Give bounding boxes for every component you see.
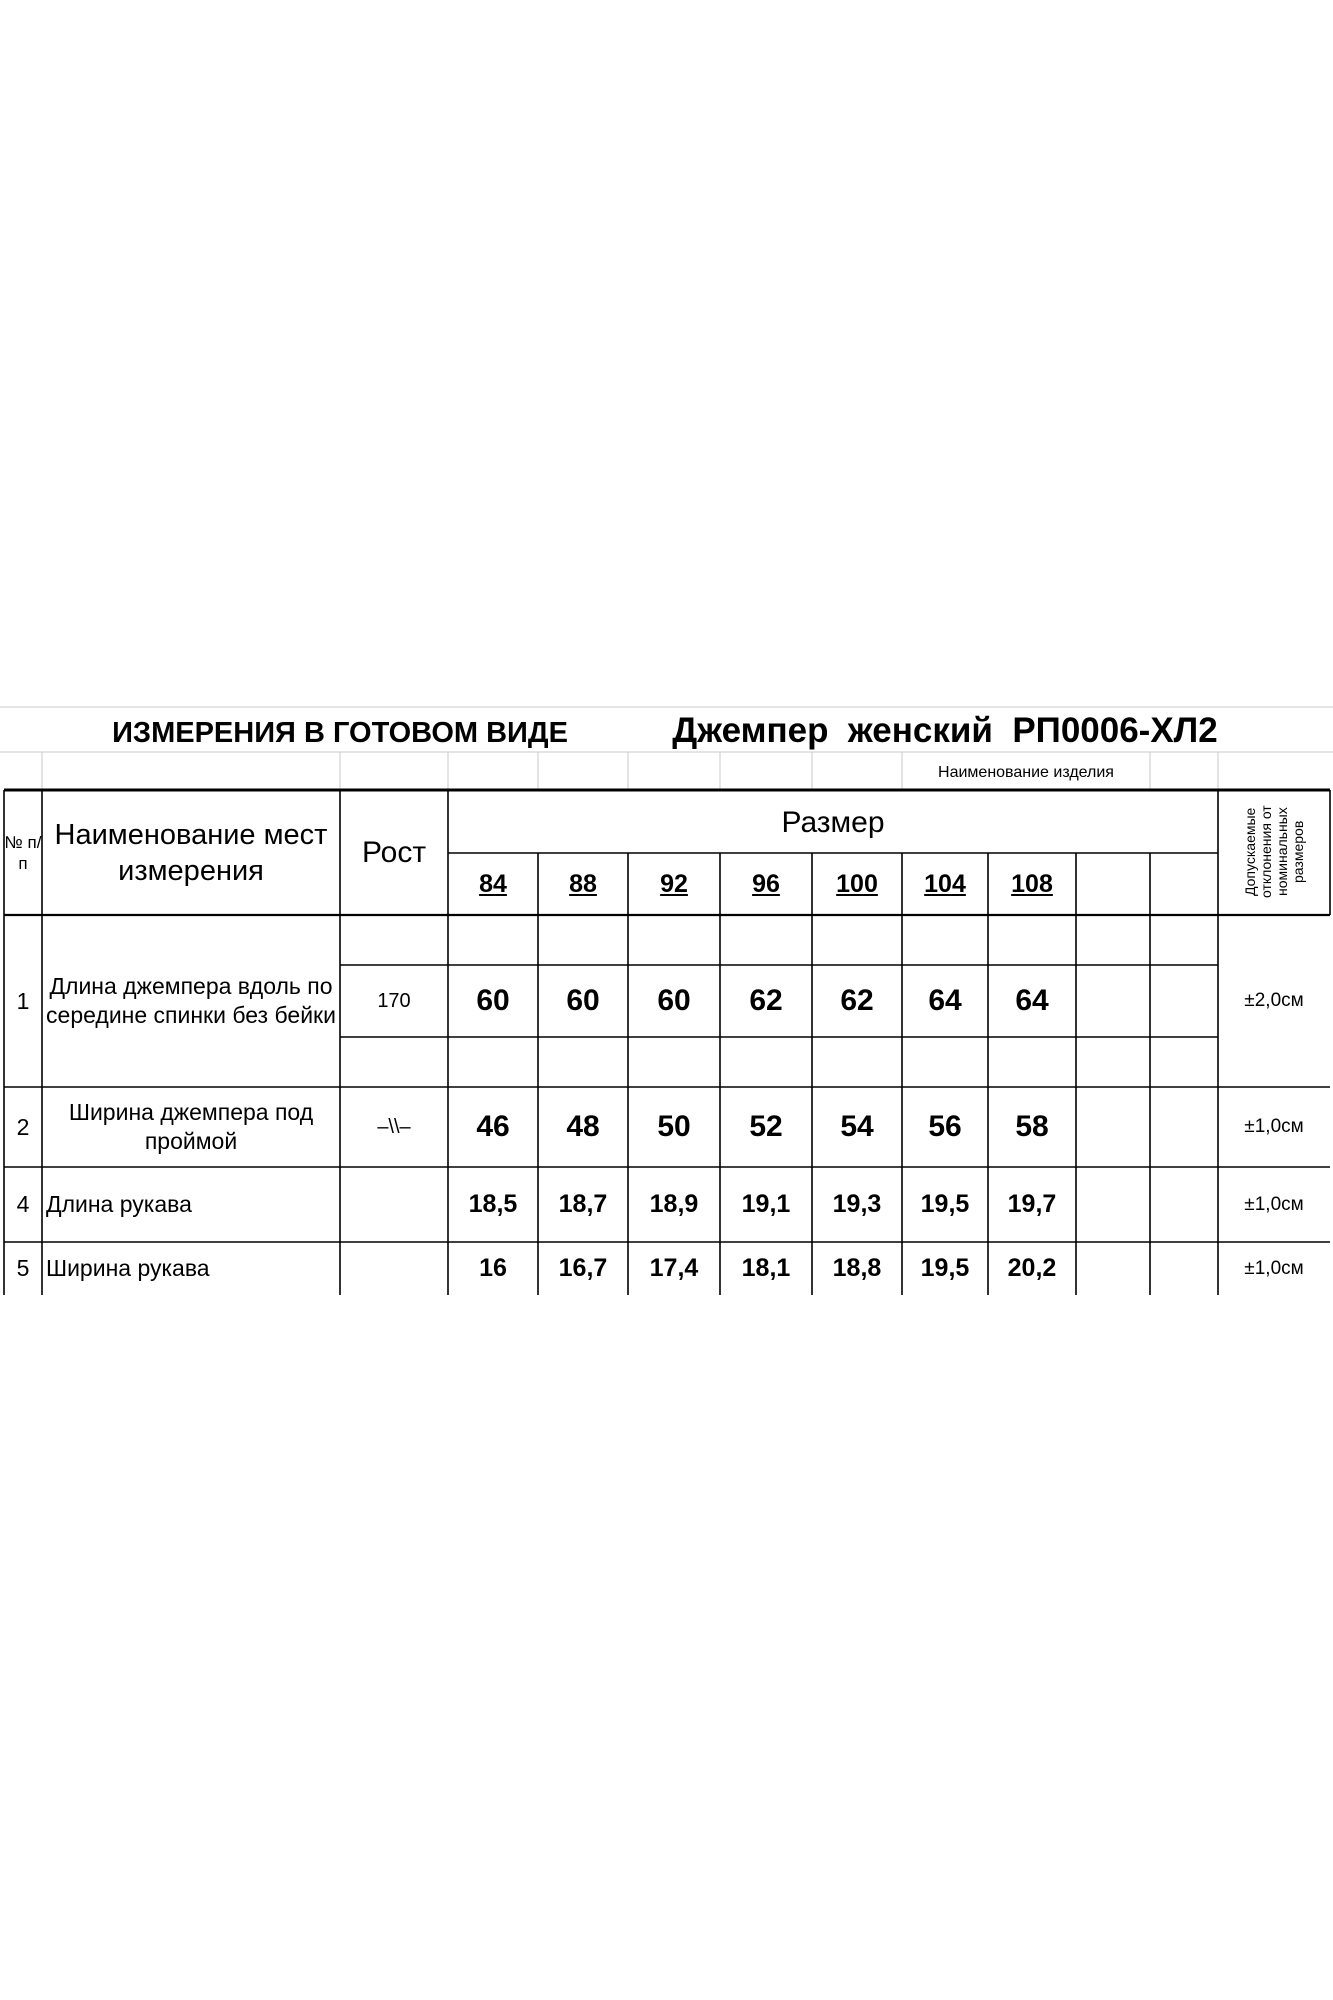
- row-height: [340, 1242, 448, 1295]
- sheet-title: ИЗМЕРЕНИЯ В ГОТОВОМ ВИДЕ: [112, 716, 568, 749]
- row-number: 4: [16, 1191, 30, 1218]
- row-value: 18,9: [649, 1189, 699, 1218]
- size-label: 96: [752, 870, 780, 899]
- row-tolerance: ±1,0см: [1244, 1257, 1304, 1279]
- row-height: –\\–: [377, 1115, 411, 1138]
- row-number: 5: [16, 1255, 30, 1282]
- row-value: 60: [657, 984, 691, 1018]
- row-value: 19,5: [920, 1189, 970, 1218]
- row-tolerance: ±1,0см: [1244, 1116, 1304, 1138]
- row-value: 18,7: [558, 1189, 608, 1218]
- row-value: 52: [749, 1110, 783, 1144]
- row-value: 58: [1015, 1110, 1049, 1144]
- size-label: 92: [660, 870, 688, 899]
- row-height: [340, 1167, 448, 1242]
- row-value: 17,4: [649, 1253, 699, 1282]
- column-number-header: № п/п: [4, 832, 42, 873]
- row-value: 64: [928, 984, 962, 1018]
- row-value: 20,2: [1007, 1253, 1057, 1282]
- row-name: Ширина рукава: [46, 1255, 210, 1282]
- row-value: 62: [749, 984, 783, 1018]
- row-value: 16,7: [558, 1253, 608, 1282]
- column-name-header: Наименование мест измерения: [54, 818, 328, 887]
- row-value: 60: [566, 984, 600, 1018]
- column-tolerance-header: Допускаемые отклонения от номинальных размеров: [1241, 805, 1307, 899]
- row-number: 2: [16, 1113, 30, 1140]
- row-name: Длина джемпера вдоль по середине спинки без бейки: [46, 973, 336, 1028]
- row-value: 19,1: [741, 1189, 791, 1218]
- row-value: 19,7: [1007, 1189, 1057, 1218]
- row-name: Длина рукава: [46, 1191, 192, 1218]
- row-value: 18,8: [832, 1253, 882, 1282]
- row-value: 19,5: [920, 1253, 970, 1282]
- row-tolerance: ±2,0см: [1244, 990, 1304, 1012]
- column-height-header: Рост: [361, 835, 427, 869]
- size-label: 104: [924, 870, 966, 899]
- row-value: 50: [657, 1110, 691, 1144]
- product-title: Джемпер женский РП0006-ХЛ2: [672, 711, 1218, 751]
- row-value: 60: [476, 984, 510, 1018]
- row-value: 62: [840, 984, 874, 1018]
- row-value: 46: [476, 1110, 510, 1144]
- row-number: 1: [16, 987, 30, 1014]
- size-label: 100: [836, 870, 878, 899]
- row-value: 18,1: [741, 1253, 791, 1282]
- row-value: 56: [928, 1110, 962, 1144]
- size-label: 84: [479, 870, 507, 899]
- row-value: 64: [1015, 984, 1049, 1018]
- column-size-header: Размер: [781, 805, 885, 839]
- row-value: 16: [479, 1253, 507, 1282]
- row-value: 18,5: [468, 1189, 518, 1218]
- row-name: Ширина джемпера под проймой: [68, 1099, 314, 1154]
- row-value: 54: [840, 1110, 874, 1144]
- row-value: 48: [566, 1110, 600, 1144]
- row-value: 19,3: [832, 1189, 882, 1218]
- size-label: 88: [569, 870, 597, 899]
- product-caption: Наименование изделия: [938, 764, 1114, 781]
- row-tolerance: ±1,0см: [1244, 1193, 1304, 1215]
- size-label: 108: [1011, 870, 1053, 899]
- row-height: 170: [377, 989, 411, 1012]
